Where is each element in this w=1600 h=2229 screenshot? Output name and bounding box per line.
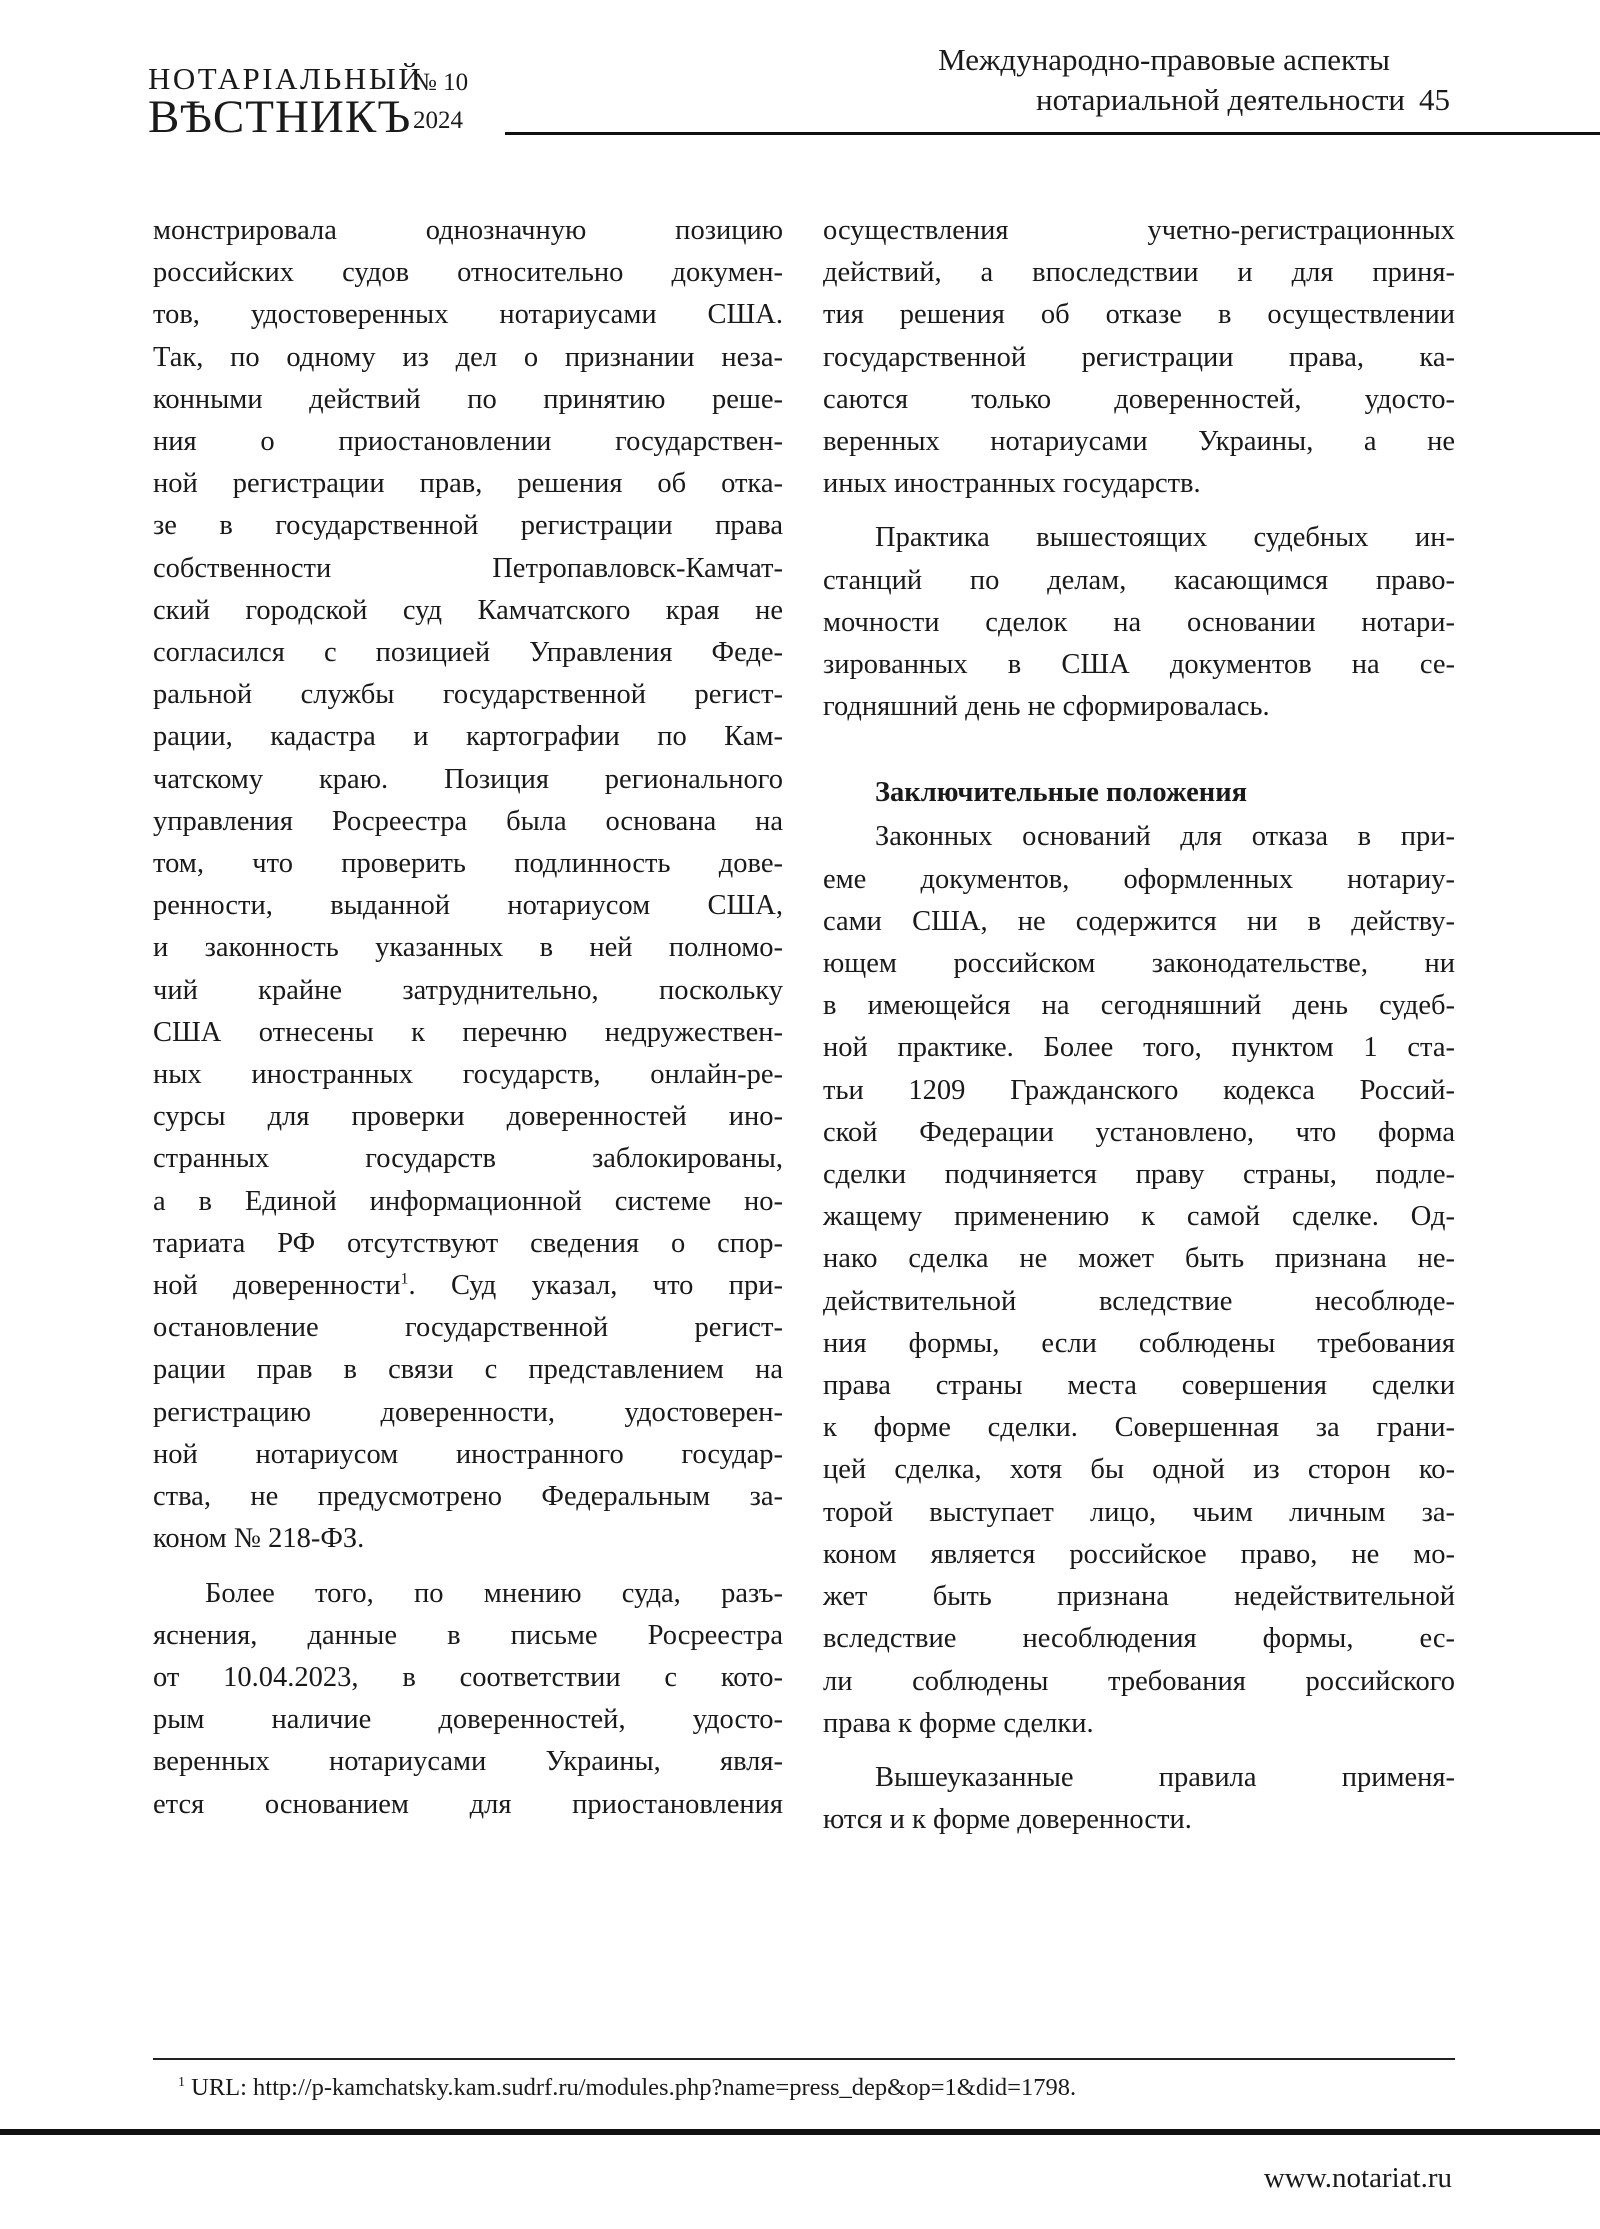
text-line: саются только доверенностей, удосто- — [823, 383, 1455, 415]
footnote-reference[interactable]: 1 — [400, 1270, 409, 1288]
text-line: осуществления учетно-регистрационных — [823, 215, 1455, 246]
text-line: цей сделка, хотя бы одной из сторон ко- — [823, 1454, 1455, 1486]
text-line: нако сделка не может быть признана не- — [823, 1243, 1455, 1275]
left-paragraph-2 — [153, 1573, 783, 1826]
left-column — [153, 210, 783, 1826]
text-line: российских судов относительно докумен- — [153, 257, 783, 289]
text-line: коном является российское право, не мо- — [823, 1538, 1455, 1570]
issue-number: № 10 — [413, 69, 469, 96]
left-paragraph-1 — [153, 210, 783, 1561]
text-line: яснения, данные в письме Росреестра — [153, 1619, 783, 1651]
text-line: управления Росреестра была основана на — [153, 805, 783, 837]
text-line: ется основанием для приостановления — [153, 1788, 783, 1820]
running-section-title — [938, 40, 1450, 120]
footnote-text[interactable]: URL: http://p-kamchatsky.kam.sudrf.ru/modules.php?name=press_dep&op=1&did=1798. — [185, 2074, 1077, 2101]
text-line: сурсы для проверки доверенностей ино- — [153, 1101, 783, 1133]
text-line: сами США, не содержится ни в действу- — [823, 905, 1455, 937]
text-line: ния о приостановлении государствен- — [153, 426, 783, 458]
text-line: регистрацию доверенности, удостоверен- — [153, 1396, 783, 1428]
text-line: от 10.04.2023, в соответствии с кото- — [153, 1661, 783, 1693]
text-line: Практика вышестоящих судебных ин- — [875, 522, 1455, 554]
text-line: зе в государственной регистрации права — [153, 510, 783, 542]
issue-year: 2024 — [413, 107, 463, 134]
journal-logo — [148, 62, 498, 142]
logo-line-1: НОТАРІАЛЬНЫЙ — [148, 61, 424, 96]
footer-website-link[interactable]: www.notariat.ru — [1263, 2162, 1452, 2194]
right-paragraph-4 — [823, 1757, 1455, 1841]
text-line: Вышеуказанные правила применя- — [875, 1761, 1455, 1793]
text-line: рации прав в связи с представлением на — [153, 1354, 783, 1386]
page-number: 45 — [1419, 82, 1450, 117]
text-line: жащему применению к самой сделке. Од- — [823, 1201, 1455, 1233]
text-fragment: ной доверенности — [153, 1270, 401, 1302]
text-line: торой выступает лицо, чьим личным за- — [823, 1496, 1455, 1528]
text-line: тариата РФ отсутствуют сведения о спор- — [153, 1227, 783, 1259]
text-line: ной регистрации прав, решения об отка- — [153, 468, 783, 500]
text-line: к форме сделки. Совершенная за грани- — [823, 1412, 1455, 1444]
text-line: монстрировала однозначную позицию — [153, 215, 783, 246]
text-line: годняшний день не сформировалась. — [823, 691, 1270, 723]
text-line: чатскому краю. Позиция регионального — [153, 763, 783, 795]
text-line: в имеющейся на сегодняшний день судеб- — [823, 990, 1455, 1022]
text-line: коном № 218-ФЗ. — [153, 1523, 365, 1555]
section-heading: Заключительные положения — [875, 777, 1248, 809]
footer-rule — [0, 2129, 1600, 2135]
text-line: том, что проверить подлинность дове- — [153, 848, 783, 880]
text-line: еме документов, оформленных нотариу- — [823, 863, 1455, 895]
section-title-line-1: Международно-правовые аспекты — [938, 42, 1390, 77]
text-line: жет быть признана недействительной — [823, 1581, 1455, 1613]
text-line: чий крайне затруднительно, поскольку — [153, 974, 783, 1006]
text-line: тов, удостоверенных нотариусами США. — [153, 299, 783, 331]
logo-line-2: ВѢСТНИКЪ — [148, 91, 412, 143]
text-line: ской Федерации установлено, что форма — [823, 1116, 1455, 1148]
text-line: согласился с позицией Управления Феде- — [153, 637, 783, 669]
text-line-with-footnote — [153, 1265, 783, 1307]
text-line: государственной регистрации права, ка- — [823, 341, 1455, 373]
text-line: ных иностранных государств, онлайн-ре- — [153, 1059, 783, 1091]
text-line: станций по делам, касающимся право- — [823, 564, 1455, 596]
footnote — [178, 2072, 1076, 2104]
text-line: мочности сделок на основании нотари- — [823, 606, 1455, 638]
text-line: и законность указанных в ней полномо- — [153, 932, 783, 964]
text-line: остановление государственной регист- — [153, 1312, 783, 1344]
text-line: действительной вследствие несоблюде- — [823, 1285, 1455, 1317]
text-line: а в Единой информационной системе но- — [153, 1185, 783, 1217]
text-line: странных государств заблокированы, — [153, 1143, 783, 1175]
text-line: сделки подчиняется праву страны, подле- — [823, 1159, 1455, 1191]
header-rule — [505, 132, 1600, 135]
section-title-line-2-text: нотариальной деятельности — [1036, 82, 1405, 117]
text-line: Так, по одному из дел о признании неза- — [153, 341, 783, 373]
text-line: рации, кадастра и картографии по Кам- — [153, 721, 783, 753]
text-line: США отнесены к перечню недружествен- — [153, 1016, 783, 1048]
text-line: иных иностранных государств. — [823, 468, 1201, 500]
footnote-marker: 1 — [178, 2074, 185, 2090]
footnote-separator — [153, 2058, 1455, 2060]
section-title-line-2 — [938, 80, 1450, 120]
text-fragment: . Суд указал, что при- — [408, 1270, 783, 1302]
text-line: права к форме сделки. — [823, 1707, 1094, 1739]
text-line: веренных нотариусами Украины, явля- — [153, 1746, 783, 1778]
text-line: рым наличие доверенностей, удосто- — [153, 1704, 783, 1736]
text-line: ли соблюдены требования российского — [823, 1665, 1455, 1697]
text-line: ния формы, если соблюдены требования — [823, 1327, 1455, 1359]
right-column — [823, 210, 1455, 1841]
text-line: тьи 1209 Гражданского кодекса Россий- — [823, 1074, 1455, 1106]
text-line: ральной службы государственной регист- — [153, 679, 783, 711]
text-line: ной практике. Более того, пунктом 1 ста- — [823, 1032, 1455, 1064]
text-line: ренности, выданной нотариусом США, — [153, 890, 783, 922]
text-line: ский городской суд Камчатского края не — [153, 594, 783, 626]
text-line: собственности Петропавловск-Камчат- — [153, 552, 783, 584]
right-paragraph-2 — [823, 517, 1455, 728]
text-line: действий, а впоследствии и для приня- — [823, 257, 1455, 289]
text-line: тия решения об отказе в осуществлении — [823, 299, 1455, 331]
text-line: конными действий по принятию реше- — [153, 383, 783, 415]
right-paragraph-1 — [823, 210, 1455, 505]
text-line: ства, не предусмотрено Федеральным за- — [153, 1481, 783, 1513]
text-line: ются и к форме доверенности. — [823, 1804, 1192, 1836]
text-line: веренных нотариусами Украины, а не — [823, 426, 1455, 458]
text-line: Более того, по мнению суда, разъ- — [205, 1577, 783, 1609]
text-line: права страны места совершения сделки — [823, 1370, 1455, 1402]
right-paragraph-3 — [823, 816, 1455, 1744]
text-line: зированных в США документов на се- — [823, 649, 1455, 681]
text-line: ной нотариусом иностранного государ- — [153, 1438, 783, 1470]
text-line: вследствие несоблюдения формы, ес- — [823, 1623, 1455, 1655]
text-line: ющем российском законодательстве, ни — [823, 948, 1455, 980]
text-line: Законных оснований для отказа в при- — [875, 821, 1455, 853]
